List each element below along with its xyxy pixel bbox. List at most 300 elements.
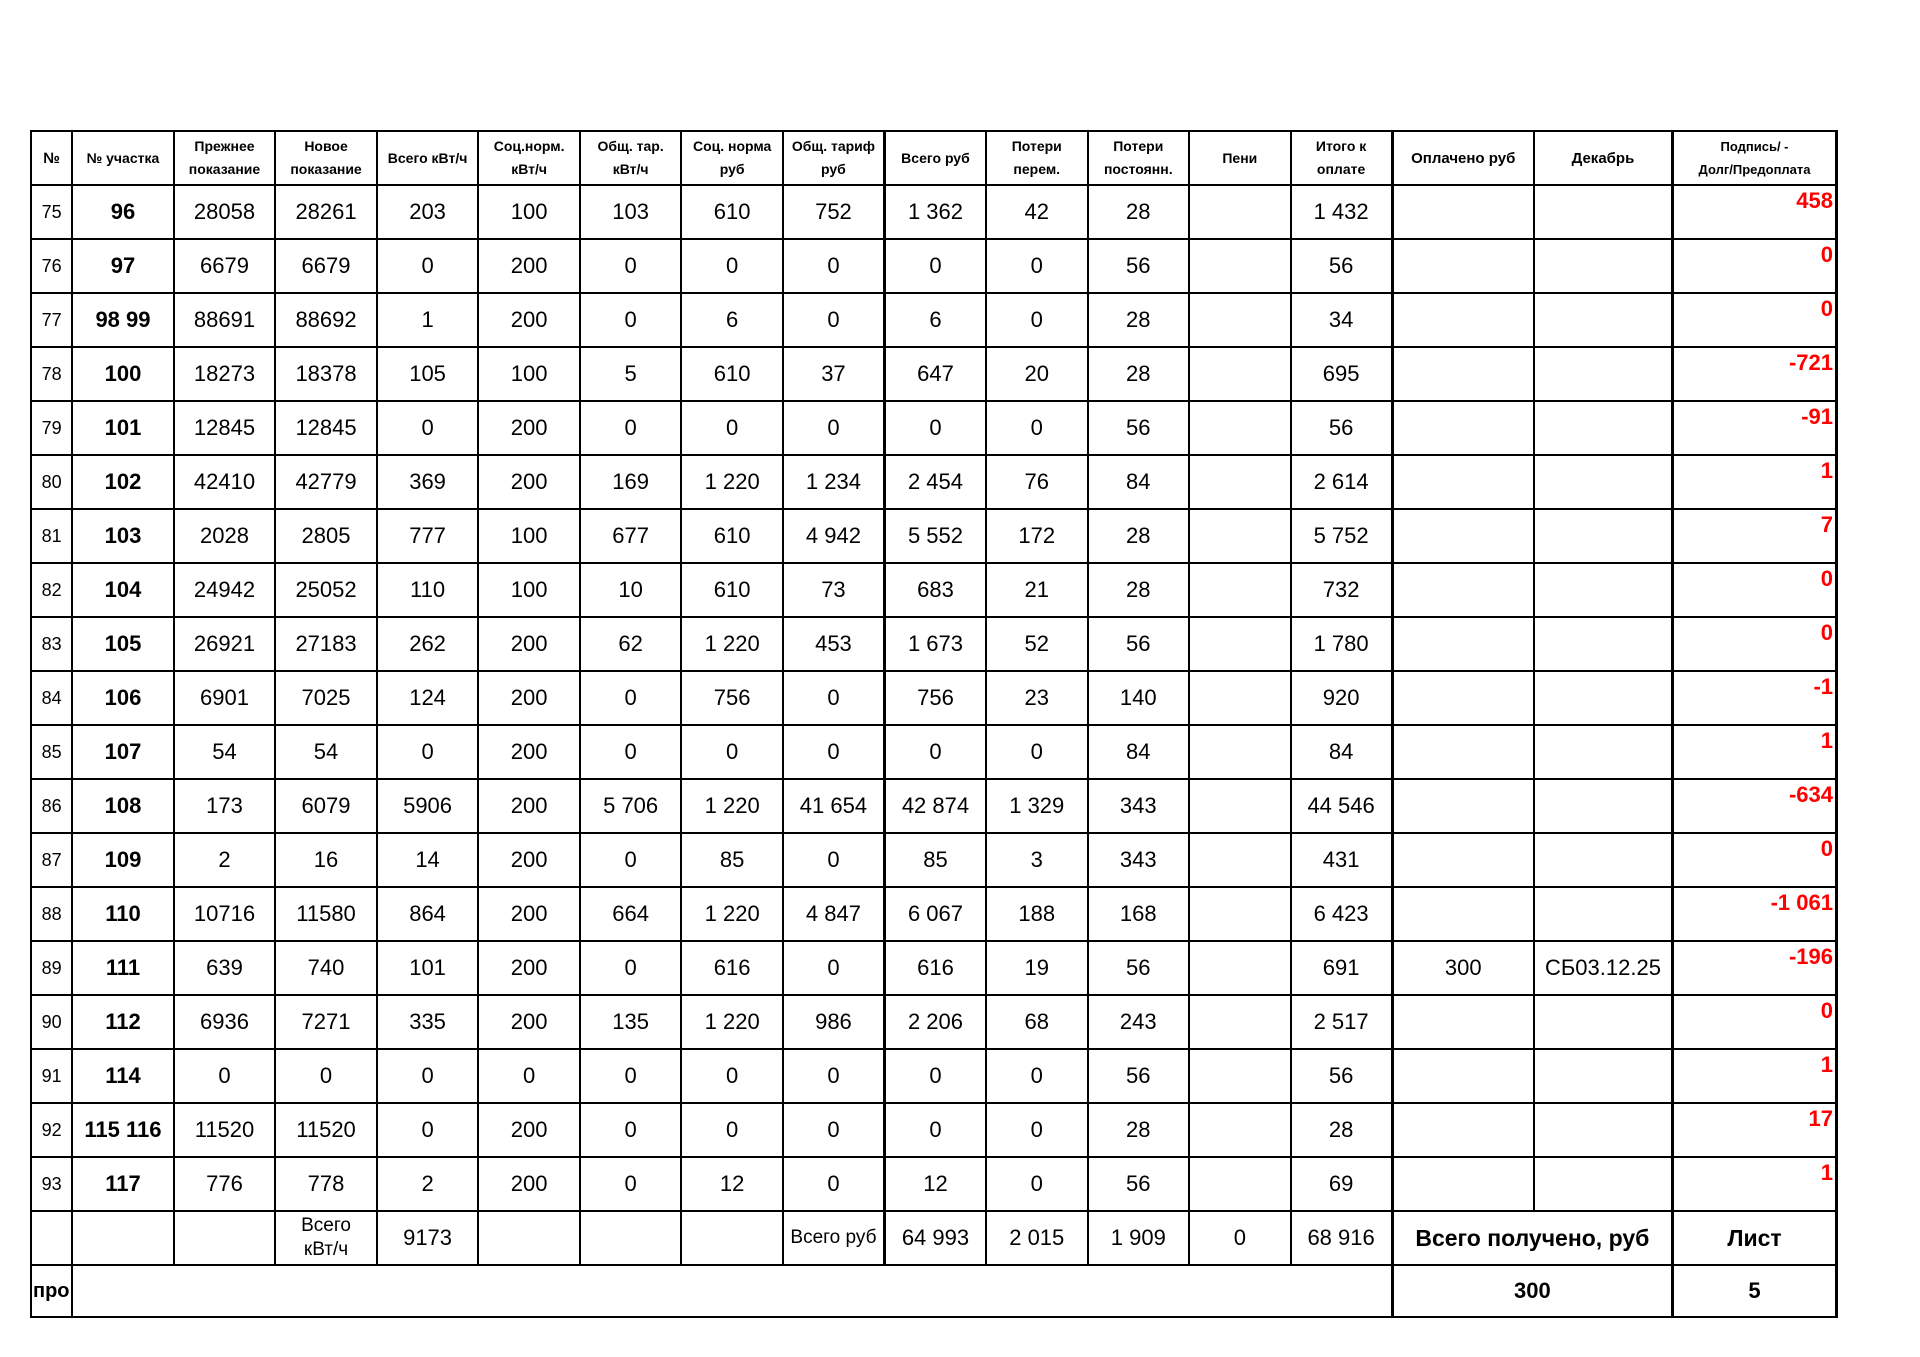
- payment-note-cell: [1534, 239, 1673, 293]
- table-row: [31, 1103, 1837, 1157]
- prev-reading-cell: 10716: [174, 887, 276, 941]
- prev-reading-cell: 6901: [174, 671, 276, 725]
- soc-norm-rub-cell: 0: [681, 725, 783, 779]
- soc-norm-rub-cell: 12: [681, 1157, 783, 1211]
- penalty-cell: [1189, 779, 1291, 833]
- soc-norm-rub-cell: 1 220: [681, 995, 783, 1049]
- balance-cell: [1673, 779, 1837, 833]
- prev-reading-cell: 6679: [174, 239, 276, 293]
- balance-value: -1: [1813, 674, 1833, 699]
- loss-variable-cell: 0: [986, 293, 1088, 347]
- footer-blank: [72, 1265, 1392, 1317]
- loss-variable-cell: 188: [986, 887, 1088, 941]
- penalty-cell: [1189, 455, 1291, 509]
- balance-cell: [1673, 185, 1837, 239]
- balance-value: 1: [1820, 728, 1833, 753]
- header-paid: Оплачено руб: [1392, 131, 1534, 185]
- payment-note-cell: [1534, 725, 1673, 779]
- totals-sheet-label: Лист: [1673, 1211, 1837, 1265]
- loss-variable-cell: 1 329: [986, 779, 1088, 833]
- total-rub-cell: 683: [884, 563, 986, 617]
- table-row: [31, 293, 1837, 347]
- totals-received-label: Всего получено, руб: [1392, 1211, 1672, 1265]
- prev-reading-cell: 18273: [174, 347, 276, 401]
- header-penalty: Пени: [1189, 131, 1291, 185]
- balance-cell: [1673, 1049, 1837, 1103]
- total-kwh-cell: 335: [377, 995, 479, 1049]
- soc-norm-kwh-cell: 200: [478, 1103, 580, 1157]
- balance-value: -634: [1788, 782, 1833, 807]
- loss-variable-cell: 172: [986, 509, 1088, 563]
- plot-number-cell: 103: [72, 509, 174, 563]
- gen-tariff-rub-cell: 986: [783, 995, 885, 1049]
- total-rub-cell: 1 673: [884, 617, 986, 671]
- gen-tariff-rub-cell: 0: [783, 941, 885, 995]
- payment-note-cell: [1534, 779, 1673, 833]
- gen-tariff-kwh-cell: 0: [580, 725, 682, 779]
- balance-cell: [1673, 293, 1837, 347]
- prev-reading-cell: 28058: [174, 185, 276, 239]
- amount-due-cell: 84: [1291, 725, 1393, 779]
- total-kwh-cell: 101: [377, 941, 479, 995]
- totals-empty-6: [681, 1211, 783, 1265]
- amount-due-cell: 69: [1291, 1157, 1393, 1211]
- soc-norm-rub-cell: 610: [681, 563, 783, 617]
- gen-tariff-rub-cell: 4 942: [783, 509, 885, 563]
- header-gen-rub: Общ. тариф руб: [783, 131, 885, 185]
- prev-reading-cell: 2028: [174, 509, 276, 563]
- loss-variable-cell: 20: [986, 347, 1088, 401]
- plot-number-cell: 114: [72, 1049, 174, 1103]
- total-rub-cell: 1 362: [884, 185, 986, 239]
- new-reading-cell: 54: [275, 725, 377, 779]
- plot-number-cell: 100: [72, 347, 174, 401]
- header-month: Декабрь: [1534, 131, 1673, 185]
- loss-constant-cell: 84: [1088, 725, 1190, 779]
- payment-note-cell: [1534, 401, 1673, 455]
- plot-number-cell: 112: [72, 995, 174, 1049]
- prev-reading-cell: 2: [174, 833, 276, 887]
- gen-tariff-kwh-cell: 5: [580, 347, 682, 401]
- loss-variable-cell: 19: [986, 941, 1088, 995]
- amount-due-cell: 44 546: [1291, 779, 1393, 833]
- paid-rub-cell: [1392, 887, 1534, 941]
- balance-value: -196: [1788, 944, 1833, 969]
- header-loss-var: Потери перем.: [986, 131, 1088, 185]
- soc-norm-kwh-cell: 200: [478, 239, 580, 293]
- total-rub-cell: 12: [884, 1157, 986, 1211]
- balance-value: -91: [1801, 404, 1833, 429]
- gen-tariff-rub-cell: 0: [783, 1157, 885, 1211]
- soc-norm-kwh-cell: 100: [478, 563, 580, 617]
- row-number-cell: 92: [31, 1103, 72, 1157]
- header-soc-rub: Соц. норма руб: [681, 131, 783, 185]
- total-kwh-cell: 110: [377, 563, 479, 617]
- total-kwh-cell: 0: [377, 239, 479, 293]
- totals-row: [31, 1211, 1837, 1265]
- soc-norm-rub-cell: 756: [681, 671, 783, 725]
- prev-reading-cell: 88691: [174, 293, 276, 347]
- payment-note-cell: [1534, 1103, 1673, 1157]
- totals-empty-1: [31, 1211, 72, 1265]
- balance-cell: [1673, 455, 1837, 509]
- paid-rub-cell: [1392, 347, 1534, 401]
- new-reading-cell: 7025: [275, 671, 377, 725]
- new-reading-cell: 28261: [275, 185, 377, 239]
- total-rub-cell: 647: [884, 347, 986, 401]
- payment-note-cell: [1534, 455, 1673, 509]
- table-row: [31, 239, 1837, 293]
- plot-number-cell: 117: [72, 1157, 174, 1211]
- total-rub-cell: 85: [884, 833, 986, 887]
- new-reading-cell: 740: [275, 941, 377, 995]
- row-number-cell: 91: [31, 1049, 72, 1103]
- new-reading-cell: 6679: [275, 239, 377, 293]
- new-reading-cell: 42779: [275, 455, 377, 509]
- balance-cell: [1673, 887, 1837, 941]
- totals-empty-3: [174, 1211, 276, 1265]
- row-number-cell: 82: [31, 563, 72, 617]
- total-kwh-cell: 0: [377, 725, 479, 779]
- balance-value: 0: [1820, 296, 1833, 321]
- paid-rub-cell: [1392, 1049, 1534, 1103]
- plot-number-cell: 97: [72, 239, 174, 293]
- amount-due-cell: 2 517: [1291, 995, 1393, 1049]
- balance-cell: [1673, 1157, 1837, 1211]
- header-prev: Прежнее показание: [174, 131, 276, 185]
- row-number-cell: 89: [31, 941, 72, 995]
- loss-constant-cell: 343: [1088, 833, 1190, 887]
- gen-tariff-rub-cell: 752: [783, 185, 885, 239]
- gen-tariff-rub-cell: 0: [783, 293, 885, 347]
- soc-norm-kwh-cell: 0: [478, 1049, 580, 1103]
- billing-table: [30, 130, 1838, 1318]
- total-kwh-cell: 5906: [377, 779, 479, 833]
- amount-due-cell: 2 614: [1291, 455, 1393, 509]
- balance-cell: [1673, 725, 1837, 779]
- new-reading-cell: 11520: [275, 1103, 377, 1157]
- soc-norm-rub-cell: 610: [681, 347, 783, 401]
- gen-tariff-kwh-cell: 0: [580, 833, 682, 887]
- prev-reading-cell: 42410: [174, 455, 276, 509]
- balance-value: 0: [1820, 242, 1833, 267]
- plot-number-cell: 107: [72, 725, 174, 779]
- gen-tariff-kwh-cell: 103: [580, 185, 682, 239]
- soc-norm-rub-cell: 616: [681, 941, 783, 995]
- total-rub-cell: 756: [884, 671, 986, 725]
- soc-norm-kwh-cell: 200: [478, 995, 580, 1049]
- loss-constant-cell: 56: [1088, 617, 1190, 671]
- soc-norm-kwh-cell: 200: [478, 671, 580, 725]
- loss-variable-cell: 0: [986, 1157, 1088, 1211]
- gen-tariff-rub-cell: 41 654: [783, 779, 885, 833]
- new-reading-cell: 27183: [275, 617, 377, 671]
- penalty-cell: [1189, 401, 1291, 455]
- row-number-cell: 79: [31, 401, 72, 455]
- prev-reading-cell: 0: [174, 1049, 276, 1103]
- total-rub-cell: 6 067: [884, 887, 986, 941]
- paid-rub-cell: [1392, 671, 1534, 725]
- gen-tariff-kwh-cell: 0: [580, 401, 682, 455]
- soc-norm-kwh-cell: 200: [478, 887, 580, 941]
- new-reading-cell: 16: [275, 833, 377, 887]
- soc-norm-kwh-cell: 100: [478, 347, 580, 401]
- payment-note-cell: [1534, 1157, 1673, 1211]
- paid-rub-cell: [1392, 1157, 1534, 1211]
- payment-note-cell: [1534, 347, 1673, 401]
- payment-note-cell: [1534, 995, 1673, 1049]
- row-number-cell: 75: [31, 185, 72, 239]
- penalty-cell: [1189, 725, 1291, 779]
- loss-constant-cell: 28: [1088, 185, 1190, 239]
- row-number-cell: 85: [31, 725, 72, 779]
- soc-norm-kwh-cell: 200: [478, 617, 580, 671]
- row-number-cell: 86: [31, 779, 72, 833]
- prev-reading-cell: 776: [174, 1157, 276, 1211]
- totals-empty-5: [580, 1211, 682, 1265]
- plot-number-cell: 98 99: [72, 293, 174, 347]
- totals-kwh: 9173: [377, 1211, 479, 1265]
- soc-norm-rub-cell: 0: [681, 401, 783, 455]
- payment-note-cell: [1534, 833, 1673, 887]
- gen-tariff-kwh-cell: 169: [580, 455, 682, 509]
- balance-value: 1: [1820, 458, 1833, 483]
- gen-tariff-rub-cell: 73: [783, 563, 885, 617]
- paid-rub-cell: 300: [1392, 941, 1534, 995]
- loss-constant-cell: 140: [1088, 671, 1190, 725]
- total-kwh-cell: 105: [377, 347, 479, 401]
- new-reading-cell: 25052: [275, 563, 377, 617]
- balance-cell: [1673, 347, 1837, 401]
- amount-due-cell: 732: [1291, 563, 1393, 617]
- total-kwh-cell: 2: [377, 1157, 479, 1211]
- loss-constant-cell: 56: [1088, 1049, 1190, 1103]
- loss-variable-cell: 68: [986, 995, 1088, 1049]
- soc-norm-rub-cell: 610: [681, 185, 783, 239]
- footer-row: [31, 1265, 1837, 1317]
- loss-variable-cell: 0: [986, 1049, 1088, 1103]
- totals-kwh-label: Всего кВт/ч: [275, 1211, 377, 1265]
- totals-rub: 64 993: [884, 1211, 986, 1265]
- penalty-cell: [1189, 239, 1291, 293]
- balance-cell: [1673, 941, 1837, 995]
- gen-tariff-rub-cell: 37: [783, 347, 885, 401]
- gen-tariff-rub-cell: 0: [783, 1049, 885, 1103]
- table-row: [31, 1049, 1837, 1103]
- balance-value: 1: [1820, 1160, 1833, 1185]
- amount-due-cell: 6 423: [1291, 887, 1393, 941]
- loss-constant-cell: 343: [1088, 779, 1190, 833]
- balance-cell: [1673, 509, 1837, 563]
- loss-variable-cell: 42: [986, 185, 1088, 239]
- gen-tariff-rub-cell: 0: [783, 1103, 885, 1157]
- new-reading-cell: 778: [275, 1157, 377, 1211]
- total-kwh-cell: 0: [377, 1049, 479, 1103]
- balance-cell: [1673, 671, 1837, 725]
- total-rub-cell: 42 874: [884, 779, 986, 833]
- soc-norm-kwh-cell: 200: [478, 941, 580, 995]
- paid-rub-cell: [1392, 563, 1534, 617]
- paid-rub-cell: [1392, 1103, 1534, 1157]
- soc-norm-kwh-cell: 200: [478, 833, 580, 887]
- table-row: [31, 725, 1837, 779]
- penalty-cell: [1189, 671, 1291, 725]
- footer-sheet-number: 5: [1673, 1265, 1837, 1317]
- prev-reading-cell: 54: [174, 725, 276, 779]
- gen-tariff-kwh-cell: 0: [580, 1049, 682, 1103]
- footer-clipped-label: про: [31, 1265, 72, 1317]
- total-rub-cell: 2 454: [884, 455, 986, 509]
- paid-rub-cell: [1392, 833, 1534, 887]
- row-number-cell: 93: [31, 1157, 72, 1211]
- row-number-cell: 84: [31, 671, 72, 725]
- gen-tariff-rub-cell: 0: [783, 239, 885, 293]
- paid-rub-cell: [1392, 509, 1534, 563]
- prev-reading-cell: 6936: [174, 995, 276, 1049]
- balance-value: 1: [1820, 1052, 1833, 1077]
- totals-empty-4: [478, 1211, 580, 1265]
- plot-number-cell: 96: [72, 185, 174, 239]
- balance-value: 7: [1820, 512, 1833, 537]
- totals-due: 68 916: [1291, 1211, 1393, 1265]
- total-kwh-cell: 203: [377, 185, 479, 239]
- soc-norm-kwh-cell: 100: [478, 185, 580, 239]
- gen-tariff-kwh-cell: 0: [580, 1103, 682, 1157]
- totals-rub-label: Всего руб: [783, 1211, 885, 1265]
- loss-variable-cell: 0: [986, 1103, 1088, 1157]
- prev-reading-cell: 12845: [174, 401, 276, 455]
- row-number-cell: 76: [31, 239, 72, 293]
- table-row: [31, 509, 1837, 563]
- loss-variable-cell: 21: [986, 563, 1088, 617]
- paid-rub-cell: [1392, 995, 1534, 1049]
- soc-norm-kwh-cell: 200: [478, 1157, 580, 1211]
- balance-value: 0: [1820, 620, 1833, 645]
- amount-due-cell: 1 780: [1291, 617, 1393, 671]
- paid-rub-cell: [1392, 293, 1534, 347]
- table-row: [31, 833, 1837, 887]
- payment-note-cell: [1534, 617, 1673, 671]
- total-kwh-cell: 262: [377, 617, 479, 671]
- plot-number-cell: 110: [72, 887, 174, 941]
- total-kwh-cell: 369: [377, 455, 479, 509]
- soc-norm-rub-cell: 0: [681, 1049, 783, 1103]
- total-kwh-cell: 124: [377, 671, 479, 725]
- penalty-cell: [1189, 509, 1291, 563]
- new-reading-cell: 12845: [275, 401, 377, 455]
- plot-number-cell: 108: [72, 779, 174, 833]
- penalty-cell: [1189, 887, 1291, 941]
- total-kwh-cell: 14: [377, 833, 479, 887]
- header-gen-tariff: Общ. тар. кВт/ч: [580, 131, 682, 185]
- plot-number-cell: 106: [72, 671, 174, 725]
- header-soc-norm: Соц.норм. кВт/ч: [478, 131, 580, 185]
- total-rub-cell: 616: [884, 941, 986, 995]
- total-rub-cell: 0: [884, 401, 986, 455]
- payment-note-cell: [1534, 671, 1673, 725]
- soc-norm-rub-cell: 610: [681, 509, 783, 563]
- prev-reading-cell: 24942: [174, 563, 276, 617]
- total-rub-cell: 0: [884, 239, 986, 293]
- loss-constant-cell: 56: [1088, 941, 1190, 995]
- payment-note-cell: [1534, 293, 1673, 347]
- row-number-cell: 90: [31, 995, 72, 1049]
- total-kwh-cell: 1: [377, 293, 479, 347]
- amount-due-cell: 1 432: [1291, 185, 1393, 239]
- total-kwh-cell: 0: [377, 401, 479, 455]
- total-kwh-cell: 0: [377, 1103, 479, 1157]
- table-row: [31, 887, 1837, 941]
- balance-value: -721: [1788, 350, 1833, 375]
- penalty-cell: [1189, 941, 1291, 995]
- gen-tariff-kwh-cell: 5 706: [580, 779, 682, 833]
- payment-note-cell: [1534, 185, 1673, 239]
- table-row: [31, 1157, 1837, 1211]
- paid-rub-cell: [1392, 455, 1534, 509]
- gen-tariff-rub-cell: 1 234: [783, 455, 885, 509]
- prev-reading-cell: 173: [174, 779, 276, 833]
- paid-rub-cell: [1392, 725, 1534, 779]
- plot-number-cell: 109: [72, 833, 174, 887]
- penalty-cell: [1189, 563, 1291, 617]
- loss-constant-cell: 28: [1088, 293, 1190, 347]
- soc-norm-rub-cell: 1 220: [681, 617, 783, 671]
- plot-number-cell: 105: [72, 617, 174, 671]
- balance-value: 17: [1808, 1106, 1833, 1131]
- soc-norm-rub-cell: 0: [681, 239, 783, 293]
- balance-value: 0: [1820, 566, 1833, 591]
- soc-norm-kwh-cell: 200: [478, 293, 580, 347]
- loss-variable-cell: 52: [986, 617, 1088, 671]
- total-rub-cell: 2 206: [884, 995, 986, 1049]
- loss-constant-cell: 243: [1088, 995, 1190, 1049]
- prev-reading-cell: 639: [174, 941, 276, 995]
- loss-variable-cell: 0: [986, 725, 1088, 779]
- balance-cell: [1673, 1103, 1837, 1157]
- header-new: Новое показание: [275, 131, 377, 185]
- amount-due-cell: 5 752: [1291, 509, 1393, 563]
- gen-tariff-kwh-cell: 10: [580, 563, 682, 617]
- total-kwh-cell: 864: [377, 887, 479, 941]
- plot-number-cell: 102: [72, 455, 174, 509]
- total-rub-cell: 5 552: [884, 509, 986, 563]
- loss-constant-cell: 168: [1088, 887, 1190, 941]
- paid-rub-cell: [1392, 401, 1534, 455]
- prev-reading-cell: 11520: [174, 1103, 276, 1157]
- soc-norm-kwh-cell: 100: [478, 509, 580, 563]
- totals-empty-2: [72, 1211, 174, 1265]
- amount-due-cell: 695: [1291, 347, 1393, 401]
- table-row: [31, 995, 1837, 1049]
- gen-tariff-kwh-cell: 664: [580, 887, 682, 941]
- gen-tariff-rub-cell: 0: [783, 833, 885, 887]
- soc-norm-rub-cell: 1 220: [681, 779, 783, 833]
- penalty-cell: [1189, 185, 1291, 239]
- loss-variable-cell: 23: [986, 671, 1088, 725]
- table-row: [31, 347, 1837, 401]
- row-number-cell: 77: [31, 293, 72, 347]
- new-reading-cell: 11580: [275, 887, 377, 941]
- soc-norm-rub-cell: 1 220: [681, 887, 783, 941]
- penalty-cell: [1189, 1103, 1291, 1157]
- soc-norm-rub-cell: 1 220: [681, 455, 783, 509]
- gen-tariff-kwh-cell: 0: [580, 293, 682, 347]
- table-row: [31, 779, 1837, 833]
- loss-variable-cell: 76: [986, 455, 1088, 509]
- new-reading-cell: 6079: [275, 779, 377, 833]
- table-row: [31, 671, 1837, 725]
- balance-value: 0: [1820, 836, 1833, 861]
